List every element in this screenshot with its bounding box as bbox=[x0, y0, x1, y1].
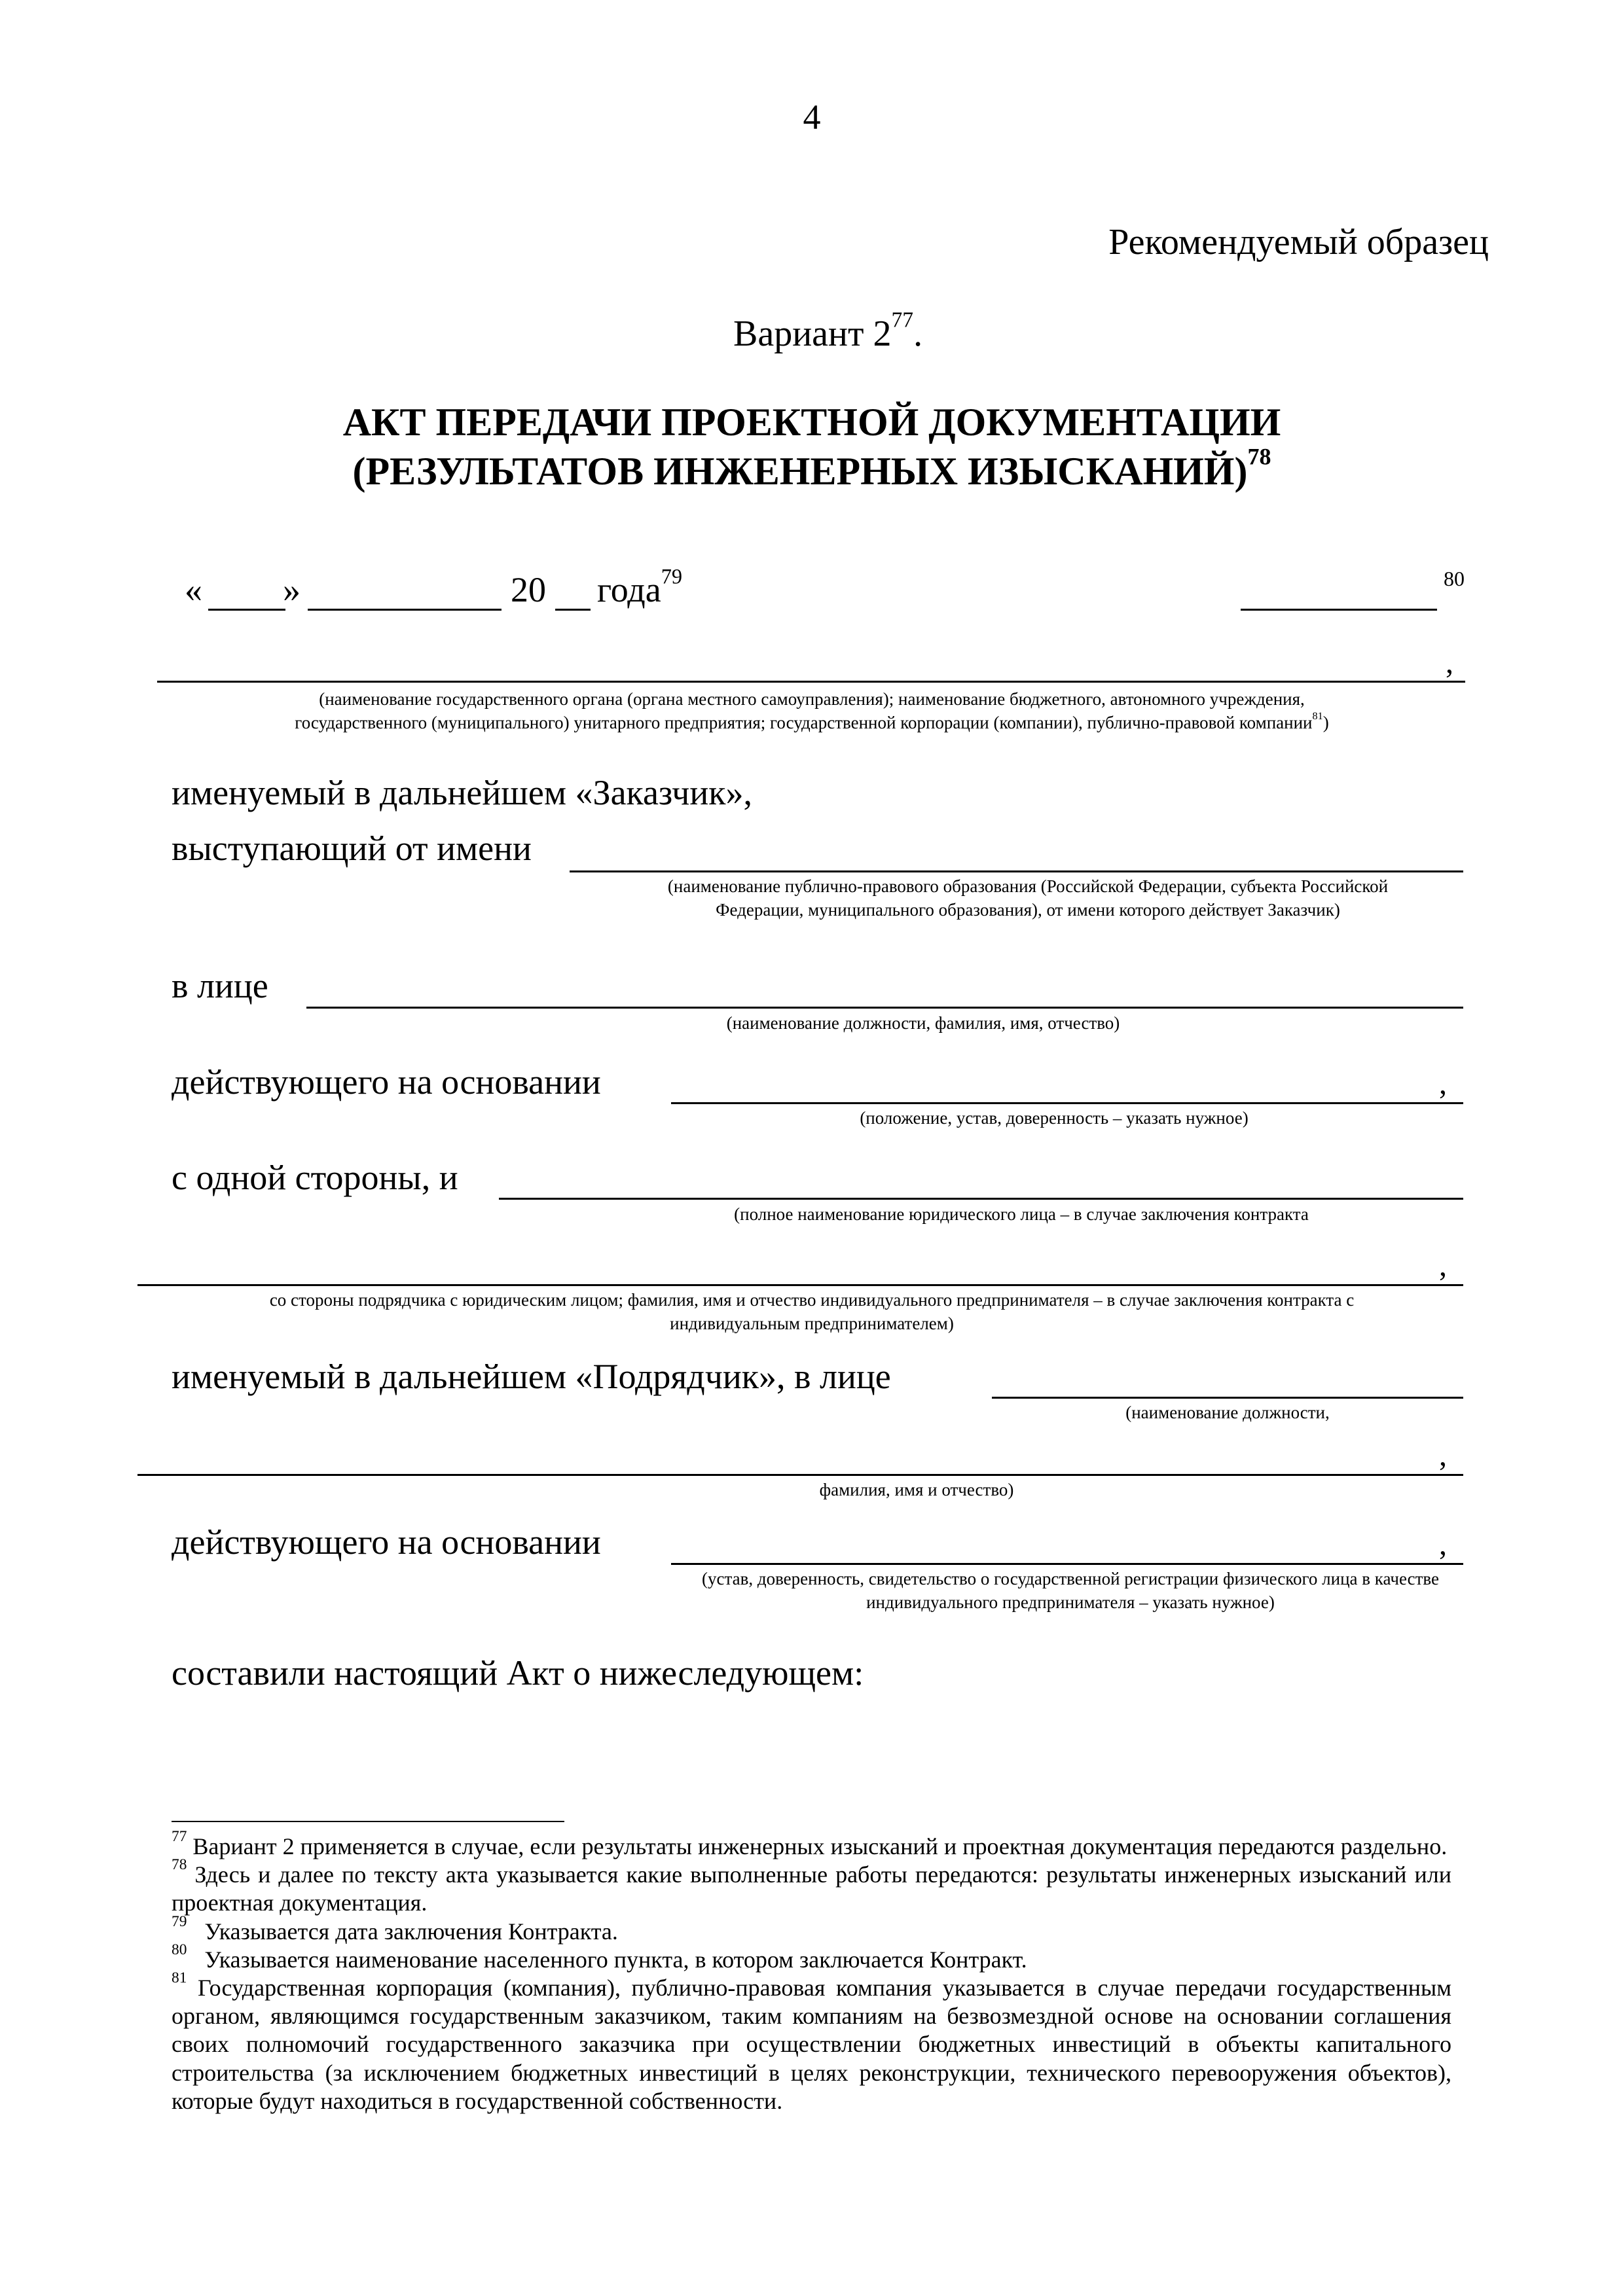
contractor-fio-caption: фамилия, имя и отчество) bbox=[819, 1480, 1014, 1499]
customer-basis-caption: (положение, устав, доверенность – указать нужное) bbox=[860, 1108, 1249, 1128]
customer-caption-line-1: (наименование государственного органа (органа местного самоуправления); наименование бюджетного, автономного учреждения, bbox=[319, 689, 1305, 709]
customer-caption-footnote-mark: 81 bbox=[1312, 710, 1323, 723]
close-quote: » bbox=[283, 570, 301, 609]
customer-in-person-blank[interactable] bbox=[306, 1007, 1463, 1009]
footnote-77-mark: 77 bbox=[172, 1828, 187, 1846]
footnote-78 bbox=[172, 1856, 1451, 1917]
customer-name-caption bbox=[157, 687, 1467, 735]
contractor-named-label: именуемый в дальнейшем «Подрядчик», в лице bbox=[172, 1357, 891, 1396]
customer-caption-line-2-text: государственного (муниципального) унитарного предприятия; государственной корпорации (компании), публично-правовой компании bbox=[295, 713, 1313, 733]
customer-name-blank[interactable] bbox=[157, 681, 1465, 683]
day-blank[interactable] bbox=[208, 609, 285, 611]
contractor-legal-caption: со стороны подрядчика с юридическим лицом; фамилия, имя и отчество индивидуального предпринимателя – в случае заключения контракта с индивидуальным предпринимателем) bbox=[269, 1290, 1355, 1334]
customer-named-label: именуемый в дальнейшем «Заказчик», bbox=[172, 773, 752, 812]
contractor-full-name-blank[interactable] bbox=[499, 1198, 1463, 1200]
customer-caption-close: ) bbox=[1322, 713, 1329, 733]
footnote-81-text: Государственная корпорация (компания), публично-правовая компания указывается в случае передачи государственным органом, являющимся государственным заказчиком, таким компаниям на безвозмездной основе на основании соглашения своих полномочий государственного заказчика при осуществлении бюджетных инвестиций в объекты капитального строительства (за исключением бюджетных инвестиций в целях реконструкции, технического перевооружения объектов), которые будут находиться в государственной собственности. bbox=[172, 1974, 1452, 2114]
customer-caption-line-2 bbox=[157, 711, 1467, 734]
contractor-fio-comma: , bbox=[1439, 1438, 1447, 1473]
footnote-81 bbox=[172, 1969, 1452, 2115]
place-footnote-mark: 80 bbox=[1444, 567, 1465, 590]
title-line-2 bbox=[196, 443, 1427, 496]
contractor-position-blank[interactable] bbox=[992, 1397, 1463, 1399]
contractor-basis-blank[interactable] bbox=[671, 1563, 1463, 1565]
footnote-78-text: Здесь и далее по тексту акта указывается какие выполненные работы передаются: результаты инженерных изысканий или проектная документация. bbox=[172, 1861, 1451, 1916]
document-title bbox=[196, 398, 1427, 496]
footnote-79 bbox=[172, 1912, 1451, 1946]
customer-in-person-caption: (наименование должности, фамилия, имя, отчество) bbox=[726, 1013, 1120, 1033]
on-behalf-label: выступающий от имени bbox=[172, 829, 532, 868]
variant-tail: . bbox=[913, 314, 923, 354]
contractor-name-comma: , bbox=[1439, 1248, 1447, 1283]
contractor-basis-comma: , bbox=[1439, 1527, 1447, 1562]
customer-basis-blank[interactable] bbox=[671, 1102, 1463, 1104]
customer-basis-comma: , bbox=[1439, 1066, 1447, 1101]
year-blank[interactable] bbox=[555, 609, 591, 611]
customer-basis-label: действующего на основании bbox=[172, 1062, 601, 1102]
one-side-caption: (полное наименование юридического лица – в случае заключения контракта bbox=[734, 1204, 1309, 1224]
customer-in-person-label: в лице bbox=[172, 966, 268, 1005]
contractor-basis-caption: (устав, доверенность, свидетельство о государственной регистрации физического лица в качестве индивидуального предпринимателя – указать нужное) bbox=[702, 1569, 1439, 1613]
contractor-position-caption: (наименование должности, bbox=[1125, 1403, 1330, 1422]
title-line-2-text: (РЕЗУЛЬТАТОВ ИНЖЕНЕРНЫХ ИЗЫСКАНИЙ) bbox=[352, 450, 1248, 493]
contractor-name-continuation-blank[interactable] bbox=[137, 1284, 1463, 1286]
footnotes bbox=[172, 1828, 1452, 2115]
customer-name-comma: , bbox=[1446, 645, 1453, 680]
variant-footnote-mark: 77 bbox=[891, 308, 914, 332]
footnote-80 bbox=[172, 1941, 1451, 1974]
one-side-label: с одной стороны, и bbox=[172, 1158, 458, 1197]
footnote-80-mark: 80 bbox=[172, 1941, 187, 1958]
variant-text: Вариант 2 bbox=[733, 314, 892, 354]
page-number: 4 bbox=[803, 98, 821, 137]
composed-statement: составили настоящий Акт о нижеследующем: bbox=[172, 1653, 864, 1693]
month-blank[interactable] bbox=[308, 609, 501, 611]
title-footnote-mark: 78 bbox=[1247, 443, 1271, 470]
footnote-78-mark: 78 bbox=[172, 1856, 187, 1874]
year-prefix: 20 bbox=[511, 570, 546, 609]
on-behalf-blank[interactable] bbox=[570, 870, 1463, 872]
year-suffix: года bbox=[597, 570, 661, 609]
footnote-81-mark: 81 bbox=[172, 1969, 187, 1987]
on-behalf-caption: (наименование публично-правового образования (Российской Федерации, субъекта Российской Федерации, муниципального образования), от имени которого действует Заказчик) bbox=[667, 876, 1389, 920]
footnote-77-text: Вариант 2 применяется в случае, если результаты инженерных изысканий и проектная документация передаются раздельно. bbox=[192, 1833, 1448, 1859]
footnote-79-mark: 79 bbox=[172, 1912, 187, 1930]
variant-label bbox=[733, 308, 923, 355]
date-footnote-mark: 79 bbox=[661, 565, 683, 589]
open-quote: « bbox=[185, 570, 202, 609]
title-line-1: АКТ ПЕРЕДАЧИ ПРОЕКТНОЙ ДОКУМЕНТАЦИИ bbox=[342, 401, 1281, 444]
contractor-fio-blank[interactable] bbox=[137, 1474, 1463, 1476]
year-label bbox=[597, 565, 683, 610]
footnote-separator bbox=[172, 1821, 564, 1822]
contractor-basis-label: действующего на основании bbox=[172, 1522, 601, 1562]
footnote-79-text: Указывается дата заключения Контракта. bbox=[204, 1918, 618, 1945]
footnote-80-text: Указывается наименование населенного пункта, в котором заключается Контракт. bbox=[204, 1946, 1027, 1973]
recommended-sample-label: Рекомендуемый образец bbox=[1108, 222, 1489, 262]
place-blank[interactable] bbox=[1241, 609, 1437, 611]
footnote-77 bbox=[172, 1828, 1451, 1861]
